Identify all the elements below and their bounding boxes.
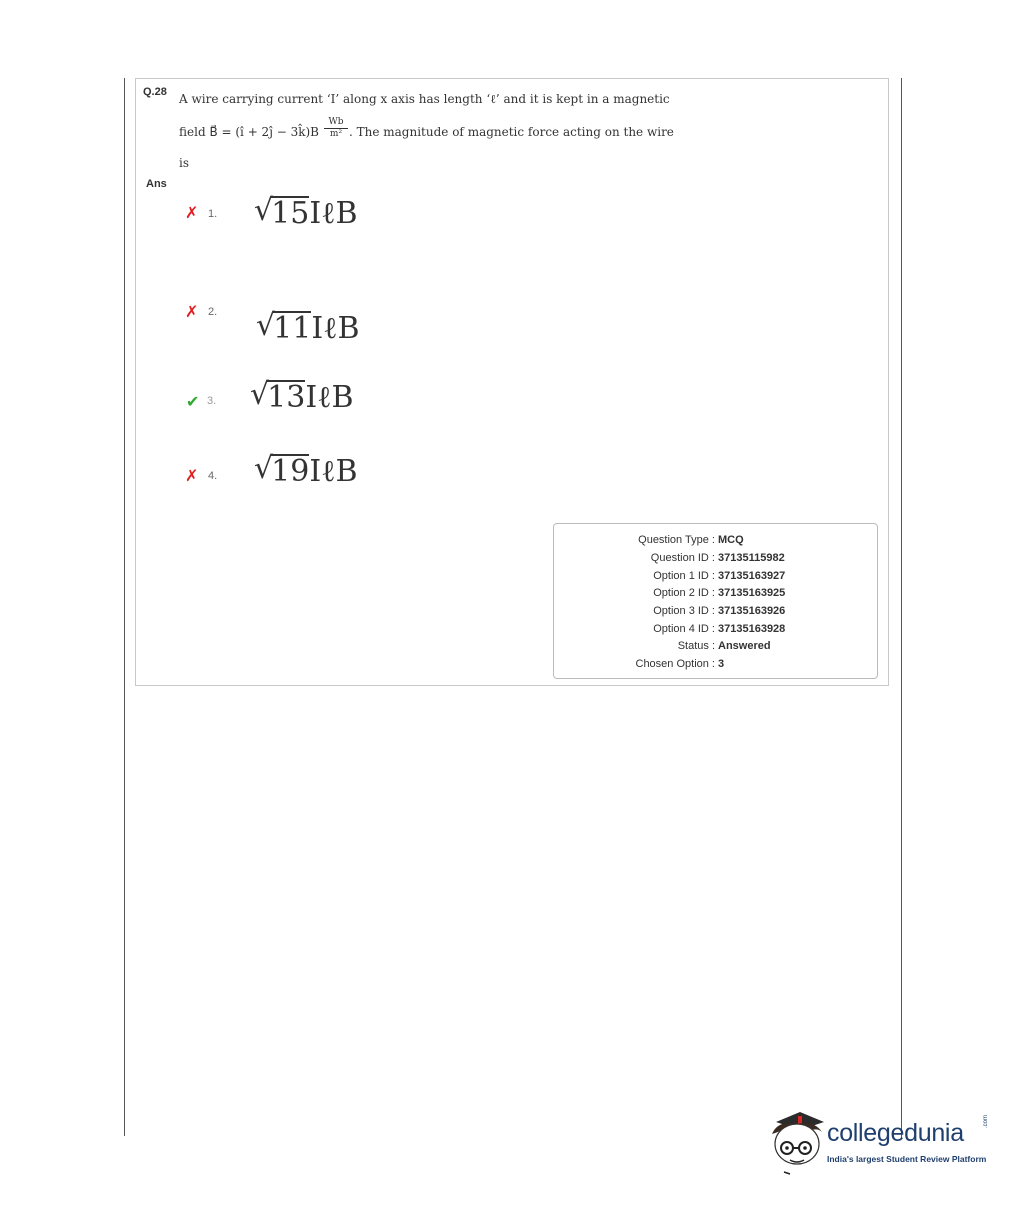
question-number: Q.28	[143, 86, 167, 98]
correct-check-icon: ✔	[186, 392, 200, 411]
option-4-expression	[254, 451, 358, 489]
brand-tagline: India's largest Student Review Platform	[827, 1154, 987, 1164]
sqrt-icon: √	[256, 308, 276, 343]
option-radicand: 19	[271, 454, 310, 489]
answer-label: Ans	[146, 178, 167, 190]
option-number: 1.	[208, 208, 218, 220]
option-1-expression	[254, 193, 358, 231]
option-2-expression	[256, 308, 360, 346]
option-radicand: 15	[271, 196, 310, 231]
option-expression-rest: IℓB	[311, 311, 360, 346]
option-3-expression	[250, 377, 354, 415]
sqrt-icon: √	[250, 377, 270, 412]
question-text-line3: is	[179, 156, 189, 170]
question-text-line1: A wire carrying current ‘I’ along x axis has length ‘ℓ’ and it is kept in a magnetic	[179, 92, 670, 106]
page-right-border	[901, 78, 902, 1138]
question-text-line2-post: . The magnitude of magnetic force acting on the wire	[349, 125, 674, 139]
unit-numerator: Wb	[324, 117, 348, 129]
option-expression-rest: IℓB	[305, 380, 354, 415]
wrong-mark-icon: ✗	[185, 203, 199, 222]
option-expression-rest: IℓB	[309, 196, 358, 231]
sqrt-icon: √	[254, 193, 274, 228]
page-left-border	[124, 78, 125, 1136]
sqrt-icon: √	[254, 451, 274, 486]
wrong-mark-icon: ✗	[185, 466, 199, 485]
option-number: 3.	[207, 395, 217, 407]
option-number: 2.	[208, 306, 218, 318]
unit-denominator: m²	[329, 129, 343, 139]
option-radicand: 13	[267, 380, 306, 415]
brand-suffix: .com	[983, 1114, 989, 1128]
brand-name: collegedunia	[827, 1119, 964, 1147]
option-number: 4.	[208, 470, 218, 482]
question-info-panel: Question Type : MCQ Question ID : 37135115982 Option 1 ID : 37135163927 Option 2 ID : 37135163925 Option 3 ID : 37135163926 Option 4 ID : 37135163928 Status : Answered Chosen Option : 3	[553, 523, 878, 679]
unit-fraction	[324, 117, 348, 139]
question-text-line2-pre: field B⃗ = (î + 2ĵ − 3k̂)B	[179, 125, 320, 139]
option-radicand: 11	[273, 311, 312, 346]
wrong-mark-icon: ✗	[185, 302, 199, 321]
option-expression-rest: IℓB	[309, 454, 358, 489]
